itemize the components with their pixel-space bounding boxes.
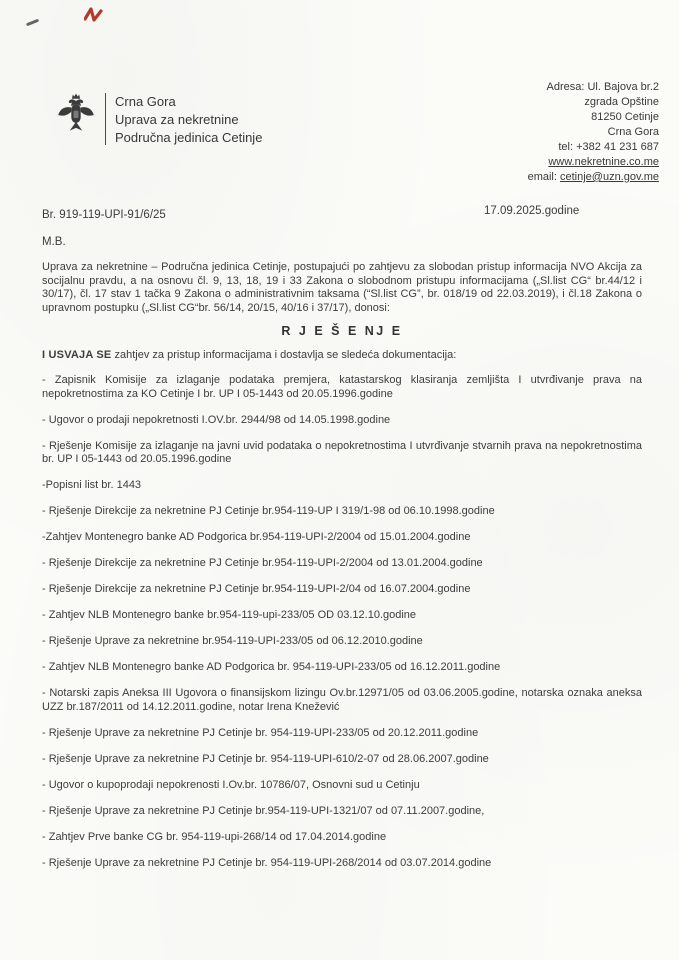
decision-lead-bold: I USVAJA SE	[42, 348, 112, 361]
scan-mark-red	[84, 7, 104, 25]
letterhead	[56, 90, 262, 147]
document-item: - Rješenje Uprave za nekretnine PJ Cetinje br. 954-119-UPI-268/2014 od 03.07.2014.godine	[42, 856, 492, 869]
contact-address-line2: zgrada Opštine	[584, 96, 659, 108]
document-item: -Popisni list br. 1443	[42, 479, 142, 491]
org-agency: Uprava za nekretnine	[115, 112, 239, 127]
contact-email-label: email:	[527, 171, 560, 183]
decision-title: R J E Š E NJ E	[281, 324, 403, 338]
intro-paragraph: Uprava za nekretnine – Područna jedinica Cetinje, postupajući po zahtjevu za slobodan pristup informacija NVO Akcija za socijalnu pravdu, a na osnovu čl. 9, 13, 18, 19 i 33 Zakona o slobodnom pristupu informacijama („Sl.list CG“ br.44/12 i 30/17), čl. 17 stav 1 tačka 9 Zakona o administrativnim taksama (“Sl.list CG”, br. 018/19 od 22.03.2019), i čl.18 Zakona o upravnom postupku („Sl.list CG“br. 56/14, 20/15, 40/16 i 37/17), donosi:	[42, 261, 642, 314]
document-item: - Rješenje Uprave za nekretnine br.954-119-UPI-233/05 od 06.12.2010.godine	[42, 635, 423, 647]
document-item: - Rješenje Direkcije za nekretnine PJ Cetinje br.954-119-UP I 319/1-98 od 06.10.1998.godine	[42, 505, 495, 517]
document-item: - Notarski zapis Aneksa III Ugovora o finansijskom lizingu Ov.br.12971/05 od 03.06.2005.godine, notarska oznaka aneksa UZZ br.187/2011 od 14.12.2011.godine, notar Irena Knežević	[42, 687, 642, 713]
document-item: - Rješenje Direkcije za nekretnine PJ Cetinje br.954-119-UPI-2/04 od 16.07.2004.godine	[42, 583, 471, 595]
reference-number: Br. 919-119-UPI-91/6/25	[42, 209, 166, 221]
coat-of-arms-icon	[56, 90, 96, 140]
org-country: Crna Gora	[115, 94, 176, 109]
contact-address-line1: Adresa: Ul. Bajova br.2	[546, 81, 659, 93]
contact-email-address: cetinje@uzn.gov.me	[559, 171, 659, 183]
org-branch: Područna jedinica Cetinje	[115, 130, 263, 145]
decision-lead-rest: zahtjev za pristup informacijama i dostavlja se sledeća dokumentacija:	[111, 348, 457, 361]
scan-mark-dark	[26, 19, 39, 27]
document-item: - Rješenje Komisije za izlaganje na javni uvid podataka o nepokretnostima I utvrđivanje stvarnih prava na nepokretnostima br. UP I 05-1443 od 20.05.1996.godine	[42, 439, 642, 465]
contact-email	[528, 170, 659, 185]
org-block	[115, 90, 262, 147]
clerk-initials: M.B.	[42, 236, 66, 248]
document-item: - Rješenje Direkcije za nekretnine PJ Cetinje br.954-119-UPI-2/2004 od 13.01.2004.godine	[42, 557, 483, 569]
document-item: - Rješenje Uprave za nekretnine PJ Cetinje br. 954-119-UPI-610/2-07 od 28.06.2007.godine	[42, 752, 489, 765]
decision-lead	[42, 349, 642, 363]
letterhead-divider	[105, 93, 106, 145]
document-item: - Zahtjev NLB Montenegro banke br.954-119-upi-233/05 OD 03.12.10.godine	[42, 609, 417, 621]
contact-address-line3: 81250 Cetinje	[591, 111, 659, 123]
document-item: - Ugovor o prodaji nepokretnosti I.OV.br. 2944/98 od 14.05.1998.godine	[42, 413, 391, 426]
document-item: - Ugovor o kupoprodaji nepokrenosti I.Ov.br. 10786/07, Osnovni sud u Cetinju	[42, 778, 420, 791]
document-body	[42, 261, 642, 883]
document-item: - Rješenje Uprave za nekretnine PJ Cetinje br.954-119-UPI-1321/07 od 07.11.2007.godine,	[42, 804, 485, 817]
document-item: - Zahtjev NLB Montenegro banke AD Podgorica br. 954-119-UPI-233/05 od 16.12.2011.godine	[42, 661, 501, 673]
contact-block	[528, 80, 659, 185]
document-item: - Rješenje Uprave za nekretnine PJ Cetinje br. 954-119-UPI-233/05 od 20.12.2011.godine	[42, 726, 479, 739]
contact-phone: tel: +382 41 231 687	[558, 141, 659, 153]
contact-website: www.nekretnine.co.me	[548, 156, 659, 168]
document-date: 17.09.2025.godine	[484, 205, 580, 217]
document-item: - Zapisnik Komisije za izlaganje podataka premjera, katastarskog klasiranja zemljišta I utvrđivanje prava na nepokretnostima za KO Cetinje I br. UP I 05-1443 od 20.05.1996.godine	[42, 374, 642, 400]
document-item: - Zahtjev Prve banke CG br. 954-119-upi-268/14 od 17.04.2014.godine	[42, 830, 387, 843]
document-item: -Zahtjev Montenegro banke AD Podgorica br.954-119-UPI-2/2004 od 15.01.2004.godine	[42, 531, 471, 543]
contact-address-line4: Crna Gora	[607, 126, 659, 138]
